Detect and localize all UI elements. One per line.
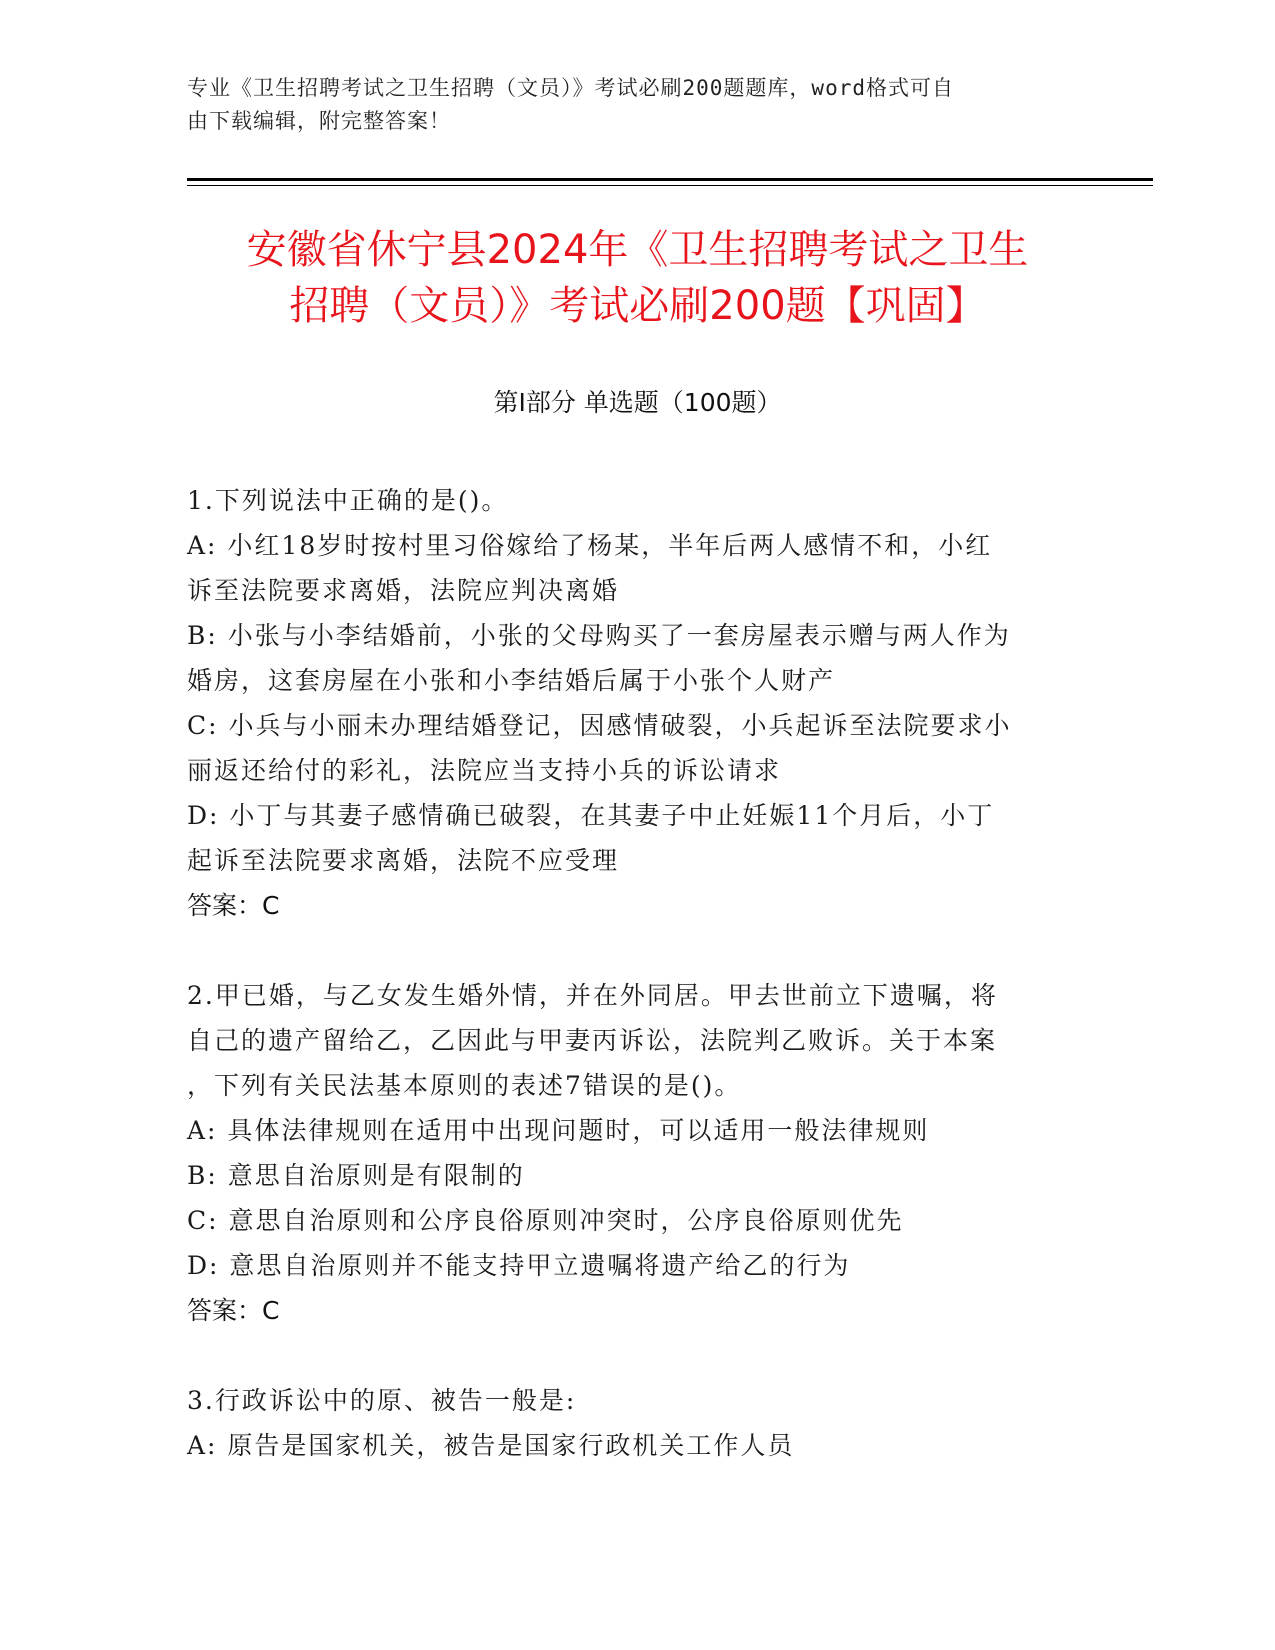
header-note-line-1: 专业《卫生招聘考试之卫生招聘（文员）》考试必刷200题题库，word格式可自 bbox=[187, 76, 954, 100]
question-list bbox=[187, 478, 1077, 1468]
question-spacer bbox=[187, 928, 1077, 973]
document-title-line-1: 安徽省休宁县2024年《卫生招聘考试之卫生 bbox=[246, 227, 1029, 273]
document-title bbox=[150, 222, 1125, 334]
option-b: B: 小张与小李结婚前，小张的父母购买了一套房屋表示赠与两人作为 bbox=[187, 621, 1011, 650]
answer-line: 答案：C bbox=[187, 891, 280, 920]
question-1 bbox=[187, 478, 1077, 928]
option-a: A: 原告是国家机关，被告是国家行政机关工作人员 bbox=[187, 1431, 795, 1460]
option-a: A: 小红18岁时按村里习俗嫁给了杨某，半年后两人感情不和，小红 bbox=[187, 531, 993, 560]
question-stem-cont: 自己的遗产留给乙，乙因此与甲妻丙诉讼，法院判乙败诉。关于本案 bbox=[187, 1026, 998, 1055]
option-b-cont: 婚房，这套房屋在小张和小李结婚后属于小张个人财产 bbox=[187, 666, 836, 695]
question-stem-cont: ，下列有关民法基本原则的表述7错误的是()。 bbox=[187, 1071, 742, 1100]
answer-line: 答案：C bbox=[187, 1296, 280, 1325]
option-c-cont: 丽返还给付的彩礼，法院应当支持小兵的诉讼请求 bbox=[187, 756, 782, 785]
header-note bbox=[187, 72, 1067, 138]
header-note-line-2: 由下载编辑，附完整答案！ bbox=[187, 109, 451, 133]
question-spacer bbox=[187, 1333, 1077, 1378]
option-d: D: 小丁与其妻子感情确已破裂，在其妻子中止妊娠11个月后，小丁 bbox=[187, 801, 995, 830]
option-b: B: 意思自治原则是有限制的 bbox=[187, 1161, 525, 1190]
option-d-cont: 起诉至法院要求离婚，法院不应受理 bbox=[187, 846, 620, 875]
option-a-cont: 诉至法院要求离婚，法院应判决离婚 bbox=[187, 576, 620, 605]
question-stem: 2.甲已婚，与乙女发生婚外情，并在外同居。甲去世前立下遗嘱，将 bbox=[187, 981, 998, 1010]
option-a: A: 具体法律规则在适用中出现问题时，可以适用一般法律规则 bbox=[187, 1116, 930, 1145]
section-title: 第Ⅰ部分 单选题（100题） bbox=[493, 388, 782, 417]
question-2 bbox=[187, 973, 1077, 1333]
option-c: C: 意思自治原则和公序良俗原则冲突时，公序良俗原则优先 bbox=[187, 1206, 904, 1235]
header-divider-thin bbox=[187, 185, 1153, 186]
header-divider-thick bbox=[187, 178, 1153, 181]
question-stem: 3.行政诉讼中的原、被告一般是: bbox=[187, 1386, 577, 1415]
option-d: D: 意思自治原则并不能支持甲立遗嘱将遗产给乙的行为 bbox=[187, 1251, 851, 1280]
option-c: C: 小兵与小丽未办理结婚登记，因感情破裂，小兵起诉至法院要求小 bbox=[187, 711, 1012, 740]
question-stem: 1.下列说法中正确的是()。 bbox=[187, 486, 509, 515]
document-title-line-2: 招聘（文员）》考试必刷200题【巩固】 bbox=[289, 283, 986, 329]
question-3 bbox=[187, 1378, 1077, 1468]
